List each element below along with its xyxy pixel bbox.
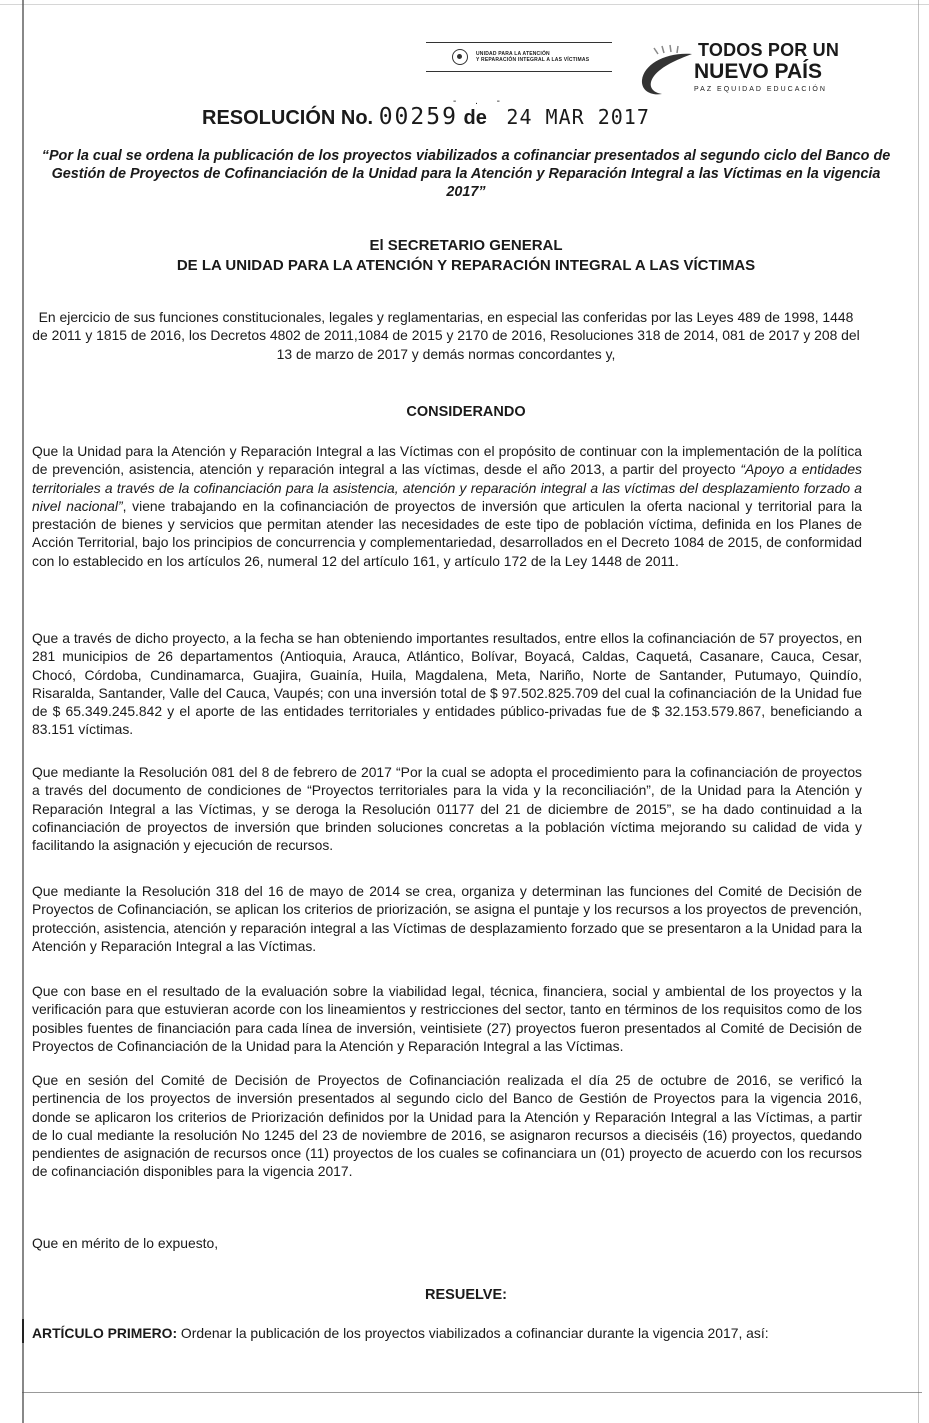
issuing-authority bbox=[40, 236, 892, 276]
stamp-tick-marks: - . - bbox=[453, 96, 508, 107]
gov-unit-text bbox=[476, 51, 606, 63]
paragraph-1-project-name: “Apoyo a entidades territoriales a través de la cofinanciación para la asistencia, atención y reparación integral a las víctimas del desplazamiento forzado a nivel nacional” bbox=[32, 461, 862, 514]
brand-line1: TODOS POR UN bbox=[698, 40, 840, 60]
paragraph-4: Que mediante la Resolución 318 del 16 de mayo de 2014 se crea, organiza y determinan las funciones del Comité de Decisión de Proyectos de Cofinanciación, se aplican los criterios de priorización, se asigna el puntaje y los recursos a los proyectos de prevención, protección, asistencia, atención y reparación integral a las Víctimas de desplazamiento forzado que se presentaron a la Unidad para la Atención y Reparación Integral a las Víctimas. bbox=[32, 883, 862, 954]
paragraph-5: Que con base en el resultado de la evaluación sobre la viabilidad legal, técnica, financiera, social y ambiental de los proyectos y la verificación para que estuvieran acorde con los lineamientos y restricciones del sector, tanto en términos de los requisitos como de los posibles fuentes de financiación para cada línea de inversión, veintisiete (27) proyectos fueron presentados al Comité de Decisión de Proyectos de Cofinanciación de la Unidad para la Atención y Reparación Integral a las Víctimas. bbox=[32, 983, 862, 1054]
article-margin-mark bbox=[22, 1319, 24, 1343]
title-connector: de bbox=[463, 107, 487, 129]
gov-unit-line1: UNIDAD PARA LA ATENCIÓN bbox=[476, 51, 550, 57]
title-label: RESOLUCIÓN No. bbox=[202, 107, 374, 129]
paragraph-1-part-a: Que la Unidad para la Atención y Reparación Integral a las Víctimas con el propósito de continuar con la implementación de la política de prevención, asistencia, atención y reparación integral a las víctimas, desde el año 2013, a partir del proyecto bbox=[32, 443, 862, 478]
authority-line1: El SECRETARIO GENERAL bbox=[369, 237, 563, 254]
page-bottom-rule bbox=[22, 1392, 922, 1393]
gov-unit-logo bbox=[422, 38, 614, 74]
brand-line2: NUEVO PAÍS bbox=[694, 60, 822, 83]
scan-edge-right bbox=[918, 0, 919, 1423]
brand-logo bbox=[636, 30, 840, 102]
paragraph-2: Que a través de dicho proyecto, a la fecha se han obteniendo importantes resultados, entre ellos la cofinanciación de 57 proyectos, en 281 municipios de 26 departamentos (Antioquia, Arauca, Atlántico, Bolívar, Boyacá, Caldas, Caquetá, Casanare, Cauca, Cesar, Chocó, Córdoba, Cundinamarca, Guajira, Guainía, Huila, Magdalena, Meta, Nariño, Norte de Santander, Putumayo, Quindío, Risaralda, Santander, Valle del Cauca, Vaupés; con una inversión total de $ 97.502.825.709 del cual la cofinanciación de la Unidad fue de $ 65.349.245.842 y el aporte de las entidades territoriales y entidades público-privadas fue de $ 32.153.579.867, beneficiando a 83.151 víctimas. bbox=[32, 630, 862, 738]
seal-icon bbox=[452, 49, 468, 65]
resuelve-heading: RESUELVE: bbox=[425, 1287, 507, 1303]
logo-rule-bottom bbox=[426, 71, 612, 72]
resolution-number: 00259 bbox=[378, 104, 458, 130]
gov-unit-line2: Y REPARACIÓN INTEGRAL A LAS VÍCTIMAS bbox=[476, 57, 590, 63]
scan-edge-top bbox=[0, 4, 929, 5]
paragraph-3: Que mediante la Resolución 081 del 8 de febrero de 2017 “Por la cual se adopta el procedimiento para la cofinanciación de proyectos a través del documento de condiciones de “Proyectos territoriales para la vida y la reconciliación”, de la Unidad para la Atención y Reparación Integral a las Víctimas, y se deroga la Resolución 01177 del 21 de diciembre de 2015”, se ha dado continuidad a la cofinanciación de proyectos de inversión que brinden soluciones concretas a la población víctima mejorando su calidad de vida y facilitando la asignación y ejecución de recursos. bbox=[32, 764, 862, 854]
article-label: ARTÍCULO PRIMERO: bbox=[32, 1325, 178, 1341]
paragraph-6: Que en sesión del Comité de Decisión de Proyectos de Cofinanciación realizada el día 25 de octubre de 2016, se verificó la pertinencia de los proyectos de inversión presentados al segundo ciclo del Banco de Gestión de Proyectos para la vigencia 2016, donde se aplicaron los criterios de Priorización definidos por la Unidad para la Atención y Reparación Integral a las Víctimas, a partir de lo cual mediante la resolución No 1245 del 23 de noviembre de 2016, se asignaron recursos a dieciséis (16) proyectos, quedando pendientes de asignación de recursos once (11) proyectos de los cuales se cofinanciara un (01) proyecto de acuerdo con los recursos de cofinanciación disponibles para la vigencia 2017. bbox=[32, 1072, 862, 1180]
intro-paragraph: En ejercicio de sus funciones constitucionales, legales y reglamentarias, en especial las conferidas por las Leyes 489 de 1998, 1448 de 2011 y 1815 de 2016, los Decretos 4802 de 2011,1084 de 2015 y 2170 de 2016, Resoluciones 318 de 2014, 081 de 2017 y 208 del 13 de marzo de 2017 y demás normas concordantes y, bbox=[32, 309, 860, 362]
brand-tagline: PAZ EQUIDAD EDUCACIÓN bbox=[694, 86, 827, 93]
resolution-date: 24 MAR 2017 bbox=[506, 105, 650, 129]
considerando-heading: CONSIDERANDO bbox=[406, 404, 526, 420]
scan-edge-left bbox=[22, 0, 24, 1423]
logo-rule-top bbox=[426, 42, 612, 43]
article-primero bbox=[32, 1324, 862, 1342]
resolution-title bbox=[202, 104, 650, 130]
paragraph-7: Que en mérito de lo expuesto, bbox=[32, 1235, 219, 1251]
paragraph-1-part-b: , viene trabajando en la cofinanciación de proyectos de inversión que articulen la oferta nacional y territorial para la prestación de bienes y servicios que permitan atender las necesidades de este tipo de población víctima, definida en los Planes de Acción Territorial, bajo los principios de concurrencia y complementariedad, desarrollados en el Decreto 1084 de 2015, de conformidad con lo establecido en los artículos 26, numeral 12 del artículo 161, y artículo 172 de la Ley 1448 de 2011. bbox=[32, 497, 862, 569]
authority-line2: DE LA UNIDAD PARA LA ATENCIÓN Y REPARACIÓN INTEGRAL A LAS VÍCTIMAS bbox=[176, 257, 756, 274]
article-text: Ordenar la publicación de los proyectos viabilizados a cofinanciar durante la vigencia 2017, así: bbox=[177, 1325, 769, 1341]
resolution-subject: “Por la cual se ordena la publicación de los proyectos viabilizados a cofinanciar presentados al segundo ciclo del Banco de Gestión de Proyectos de Cofinanciación de la Unidad para la Atención y Reparación Integral a las Víctimas en la vigencia 2017” bbox=[41, 148, 891, 200]
paragraph-1 bbox=[32, 442, 862, 570]
swoosh-icon bbox=[636, 44, 696, 100]
